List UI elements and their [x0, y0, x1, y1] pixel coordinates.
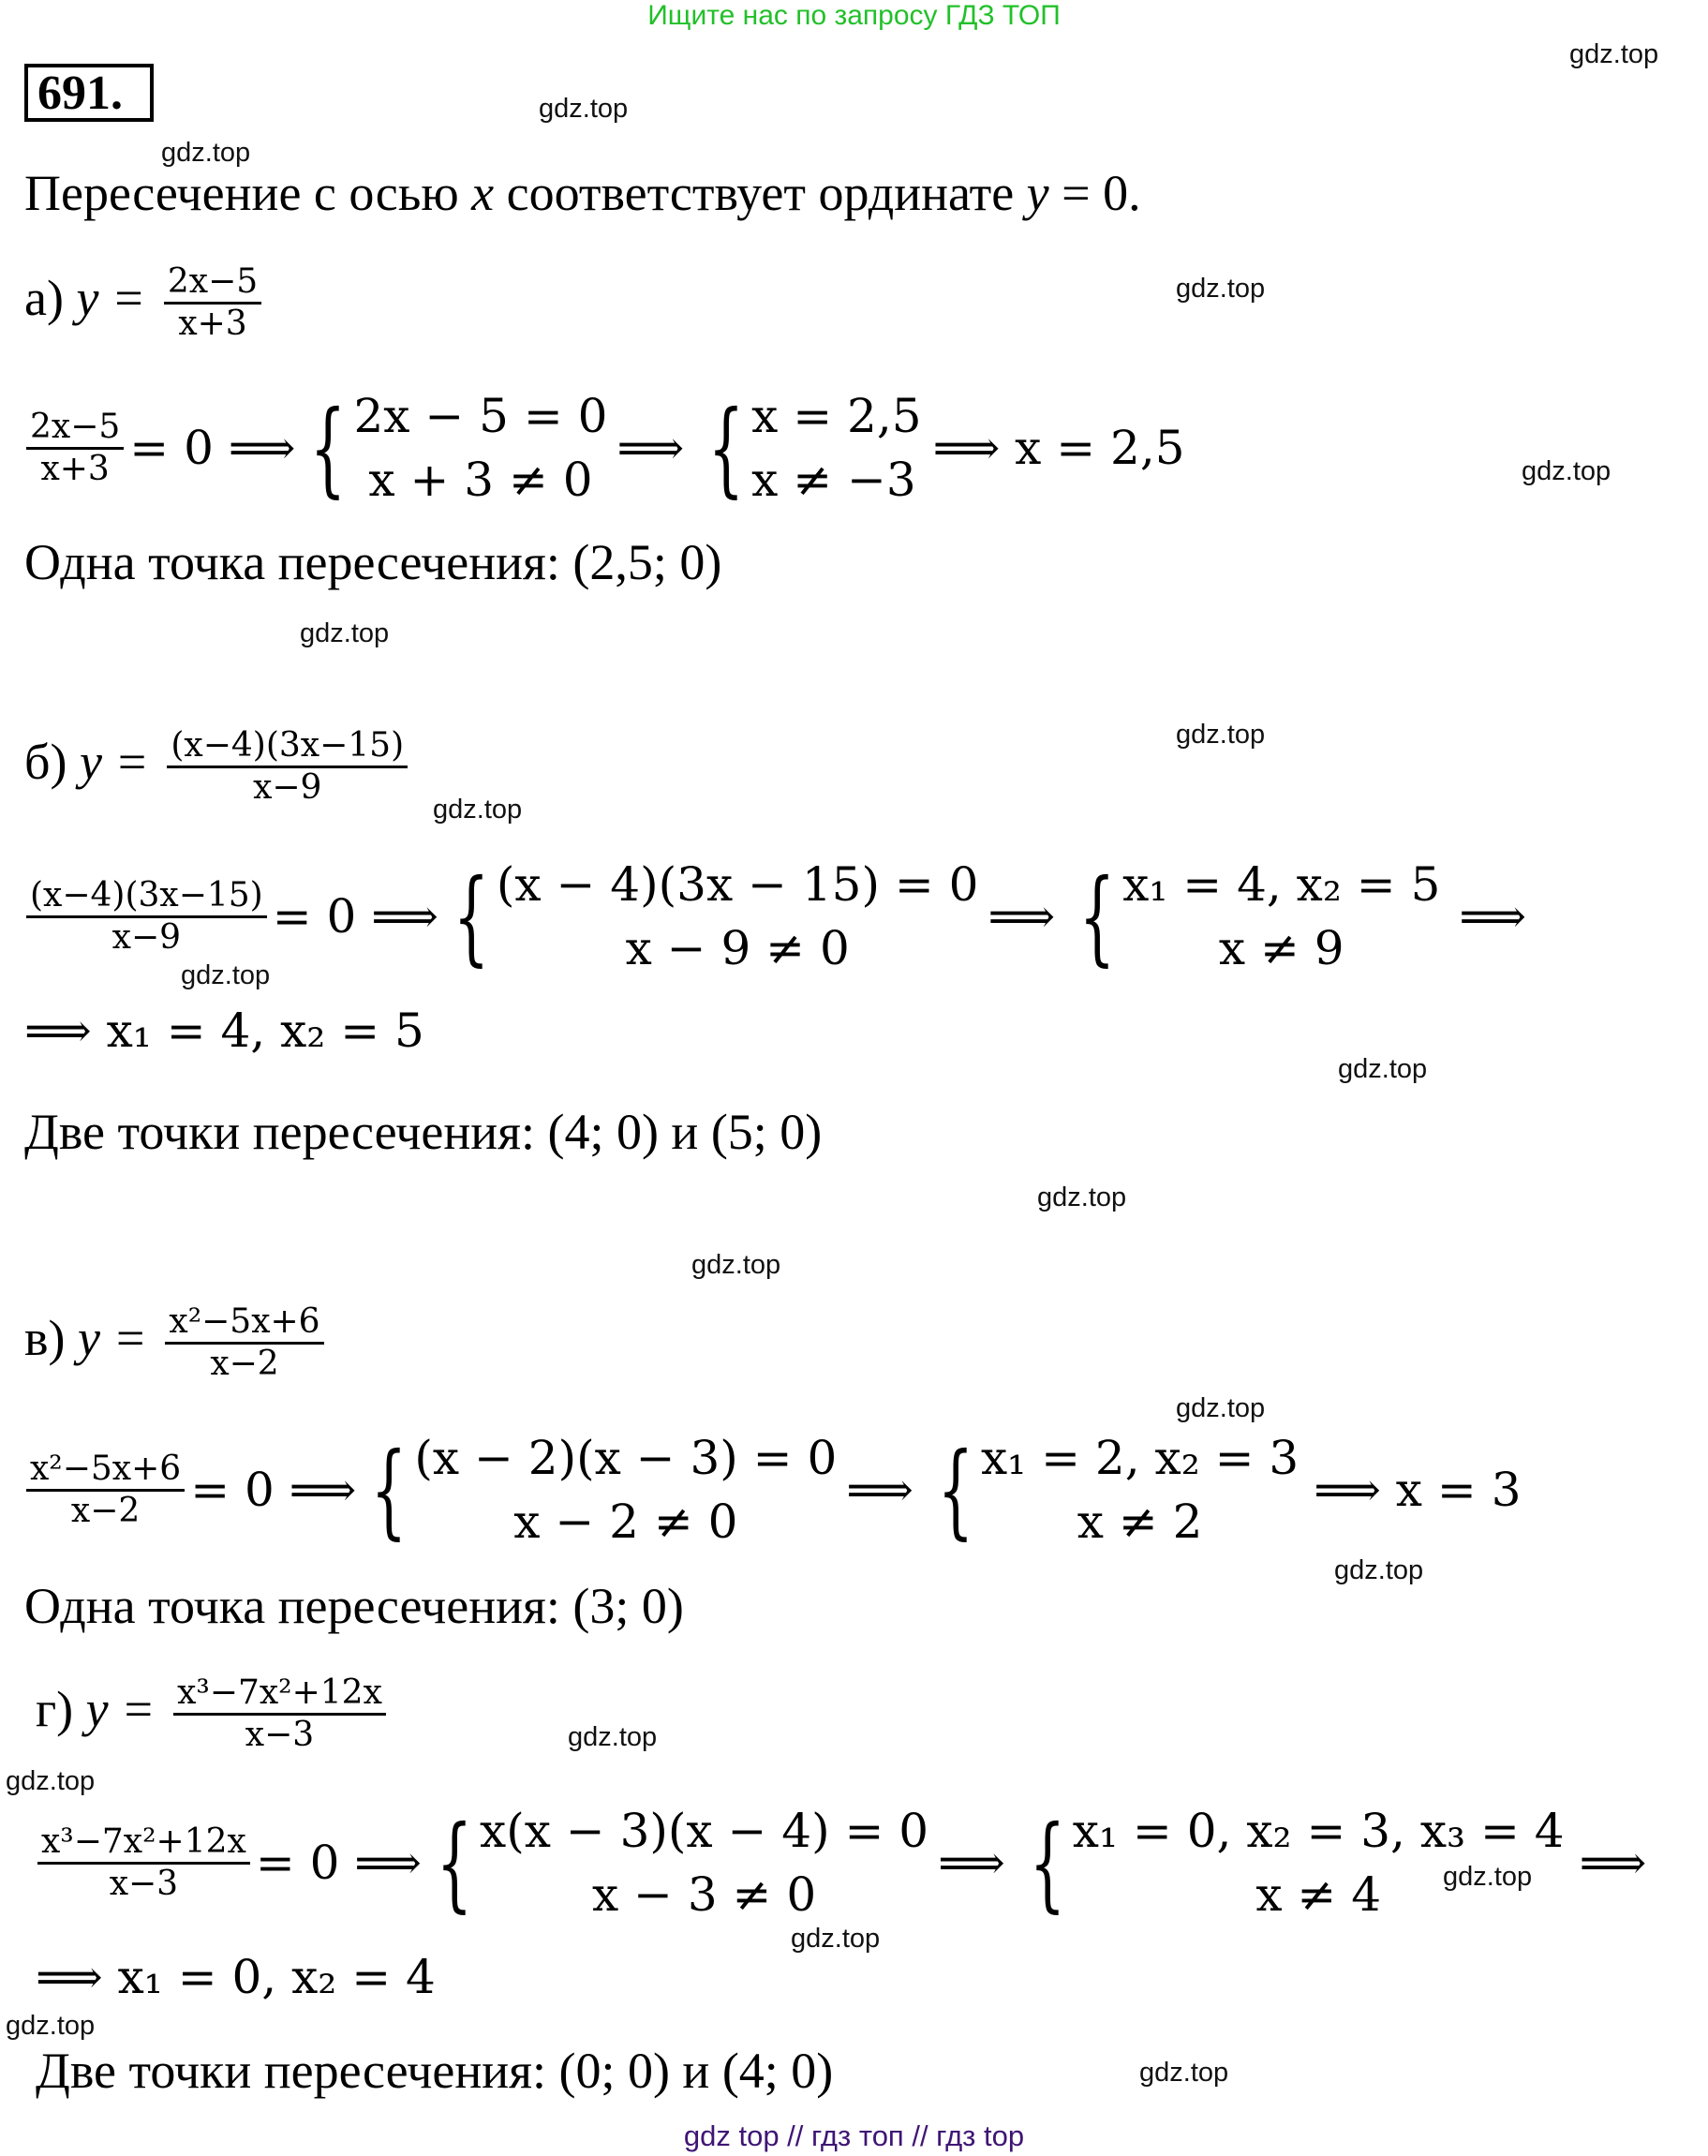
- part-a-fraction-2: [26, 408, 124, 489]
- watermark: gdz.top: [1443, 1862, 1533, 1892]
- system-row: 2x − 5 = 0: [353, 389, 608, 443]
- part-a-label: а): [24, 269, 64, 326]
- watermark: gdz.top: [6, 2011, 96, 2041]
- watermark: gdz.top: [691, 1250, 781, 1280]
- part-d-result: ⟹ x₁ = 0, x₂ = 4: [36, 1950, 436, 2004]
- part-c-fraction-2: [26, 1450, 185, 1531]
- watermark: gdz.top: [161, 138, 251, 168]
- part-d-definition: [36, 1673, 392, 1755]
- implies-arrow: ⟹: [938, 1836, 1005, 1890]
- watermark: gdz.top: [1569, 39, 1659, 69]
- trailing-arrow: ⟹: [1459, 889, 1527, 944]
- eq-zero-implies: = 0 ⟹: [190, 1463, 357, 1517]
- part-c-y-eq: y =: [77, 1309, 147, 1366]
- system-row: x ≠ 9: [1218, 921, 1344, 975]
- fraction-numerator: 2x−5: [167, 262, 259, 301]
- system-1: [438, 853, 979, 980]
- brace-icon: {: [937, 1430, 974, 1550]
- part-d-fraction: [173, 1673, 386, 1755]
- watermark: gdz.top: [1139, 2058, 1229, 2088]
- part-b-fraction-2: [26, 876, 267, 958]
- implies-arrow: ⟹: [988, 889, 1056, 944]
- part-b-fraction: [167, 726, 408, 808]
- system-1: [422, 1799, 928, 1926]
- part-a-fraction: [164, 262, 261, 344]
- watermark: gdz.top: [1176, 274, 1266, 304]
- part-b-y-eq: y =: [79, 733, 149, 790]
- fraction-denominator: x−2: [70, 1491, 141, 1530]
- eq-zero-implies: = 0 ⟹: [272, 889, 438, 944]
- part-d-fraction-2: [37, 1822, 250, 1904]
- watermark: gdz.top: [539, 94, 629, 124]
- intro-text-middle: соответствует ординате: [494, 165, 1027, 221]
- fraction-numerator: x²−5x+6: [30, 1449, 182, 1488]
- part-c-definition: [24, 1302, 330, 1384]
- intro-line: [24, 165, 1141, 221]
- part-b-result: ⟹ x₁ = 4, x₂ = 5: [24, 1004, 424, 1058]
- watermark: gdz.top: [433, 795, 523, 825]
- part-c-conclusion: Одна точка пересечения: (3; 0): [24, 1578, 684, 1634]
- watermark: gdz.top: [1037, 1182, 1127, 1212]
- watermark: gdz.top: [1176, 1393, 1266, 1423]
- system-row: x − 2 ≠ 0: [513, 1494, 738, 1549]
- brace-icon: {: [453, 856, 490, 976]
- fraction-numerator: 2x−5: [30, 407, 121, 446]
- intro-var-x: x: [471, 165, 495, 221]
- watermark: gdz.top: [1522, 456, 1611, 486]
- brace-icon: {: [436, 1803, 473, 1923]
- system-row: x ≠ 4: [1255, 1867, 1382, 1922]
- fraction-denominator: x+3: [178, 305, 247, 343]
- system-row: x − 3 ≠ 0: [591, 1867, 817, 1922]
- fraction-denominator: x−9: [253, 768, 322, 807]
- watermark: gdz.top: [6, 1766, 96, 1796]
- system-row: x = 2,5: [751, 389, 922, 443]
- watermark: gdz.top: [568, 1722, 658, 1752]
- intro-var-y: y: [1026, 165, 1049, 221]
- fraction-numerator: x³−7x²+12x: [177, 1673, 382, 1712]
- fraction-denominator: x−9: [111, 917, 182, 957]
- system-row: x − 9 ≠ 0: [625, 921, 850, 975]
- watermark: gdz.top: [1176, 720, 1266, 750]
- footer-links: gdz top // гдз топ // гдз top: [683, 2119, 1025, 2152]
- brace-icon: {: [310, 388, 347, 508]
- system-row: x ≠ 2: [1077, 1494, 1203, 1549]
- system-row: (x − 4)(3x − 15) = 0: [496, 857, 979, 912]
- result: ⟹ x = 2,5: [932, 421, 1185, 475]
- part-b-conclusion: Две точки пересечения: (4; 0) и (5; 0): [24, 1104, 823, 1160]
- system-row: x(x − 3)(x − 4) = 0: [480, 1804, 929, 1858]
- fraction-numerator: (x−4)(3x−15): [171, 726, 405, 765]
- part-b-definition: [24, 726, 413, 808]
- implies-arrow: ⟹: [846, 1463, 913, 1517]
- fraction-denominator: x−2: [210, 1345, 279, 1383]
- intro-eq: = 0.: [1048, 165, 1141, 221]
- watermark: gdz.top: [1334, 1555, 1424, 1585]
- fraction-numerator: (x−4)(3x−15): [30, 875, 263, 914]
- part-a-definition: [24, 262, 267, 344]
- system-row: x₁ = 4, x₂ = 5: [1122, 857, 1441, 912]
- system-row: x₁ = 2, x₂ = 3: [980, 1431, 1300, 1485]
- part-c-fraction: [165, 1302, 323, 1384]
- part-a-y-eq: y =: [76, 269, 146, 326]
- system-2: [923, 1426, 1299, 1554]
- brace-icon: {: [1029, 1803, 1066, 1923]
- fraction-numerator: x³−7x²+12x: [41, 1821, 246, 1861]
- part-c-solution: [21, 1426, 1522, 1554]
- part-c-label: в): [24, 1309, 66, 1366]
- system-1: [295, 384, 607, 512]
- watermark: gdz.top: [300, 618, 390, 648]
- eq-zero-implies: = 0 ⟹: [255, 1836, 422, 1890]
- brace-icon: {: [707, 388, 745, 508]
- system-row: x + 3 ≠ 0: [368, 453, 593, 507]
- intro-text-before: Пересечение с осью: [24, 165, 472, 221]
- system-row: x ≠ −3: [751, 453, 916, 507]
- part-a-solution: [21, 384, 1185, 512]
- system-row: (x − 2)(x − 3) = 0: [414, 1431, 838, 1485]
- search-banner: Ищите нас по запросу ГДЗ ТОП: [647, 0, 1061, 31]
- part-d-y-eq: y =: [85, 1680, 156, 1737]
- part-d-conclusion: Две точки пересечения: (0; 0) и (4; 0): [36, 2043, 834, 2099]
- problem-number: 691.: [24, 64, 154, 122]
- brace-icon: {: [1078, 856, 1116, 976]
- fraction-denominator: x+3: [40, 449, 110, 488]
- part-d-label: г): [36, 1680, 74, 1737]
- eq-zero-implies: = 0 ⟹: [129, 421, 296, 475]
- watermark: gdz.top: [181, 960, 271, 990]
- system-1: [356, 1426, 837, 1554]
- part-a-conclusion: Одна точка пересечения: (2,5; 0): [24, 534, 722, 590]
- part-b-label: б): [24, 733, 67, 790]
- trailing-arrow: ⟹: [1579, 1836, 1647, 1890]
- fraction-denominator: x−3: [245, 1716, 315, 1754]
- implies-arrow: ⟹: [616, 421, 685, 475]
- watermark: gdz.top: [1338, 1054, 1428, 1084]
- fraction-denominator: x−3: [109, 1864, 179, 1903]
- result: ⟹ x = 3: [1314, 1463, 1522, 1517]
- system-row: x₁ = 0, x₂ = 3, x₃ = 4: [1072, 1804, 1565, 1858]
- system-2: [1064, 853, 1440, 980]
- fraction-numerator: x²−5x+6: [169, 1302, 320, 1341]
- part-d-solution: [32, 1799, 1646, 1926]
- watermark: gdz.top: [791, 1924, 881, 1954]
- brace-icon: {: [371, 1430, 408, 1550]
- system-2: [693, 384, 921, 512]
